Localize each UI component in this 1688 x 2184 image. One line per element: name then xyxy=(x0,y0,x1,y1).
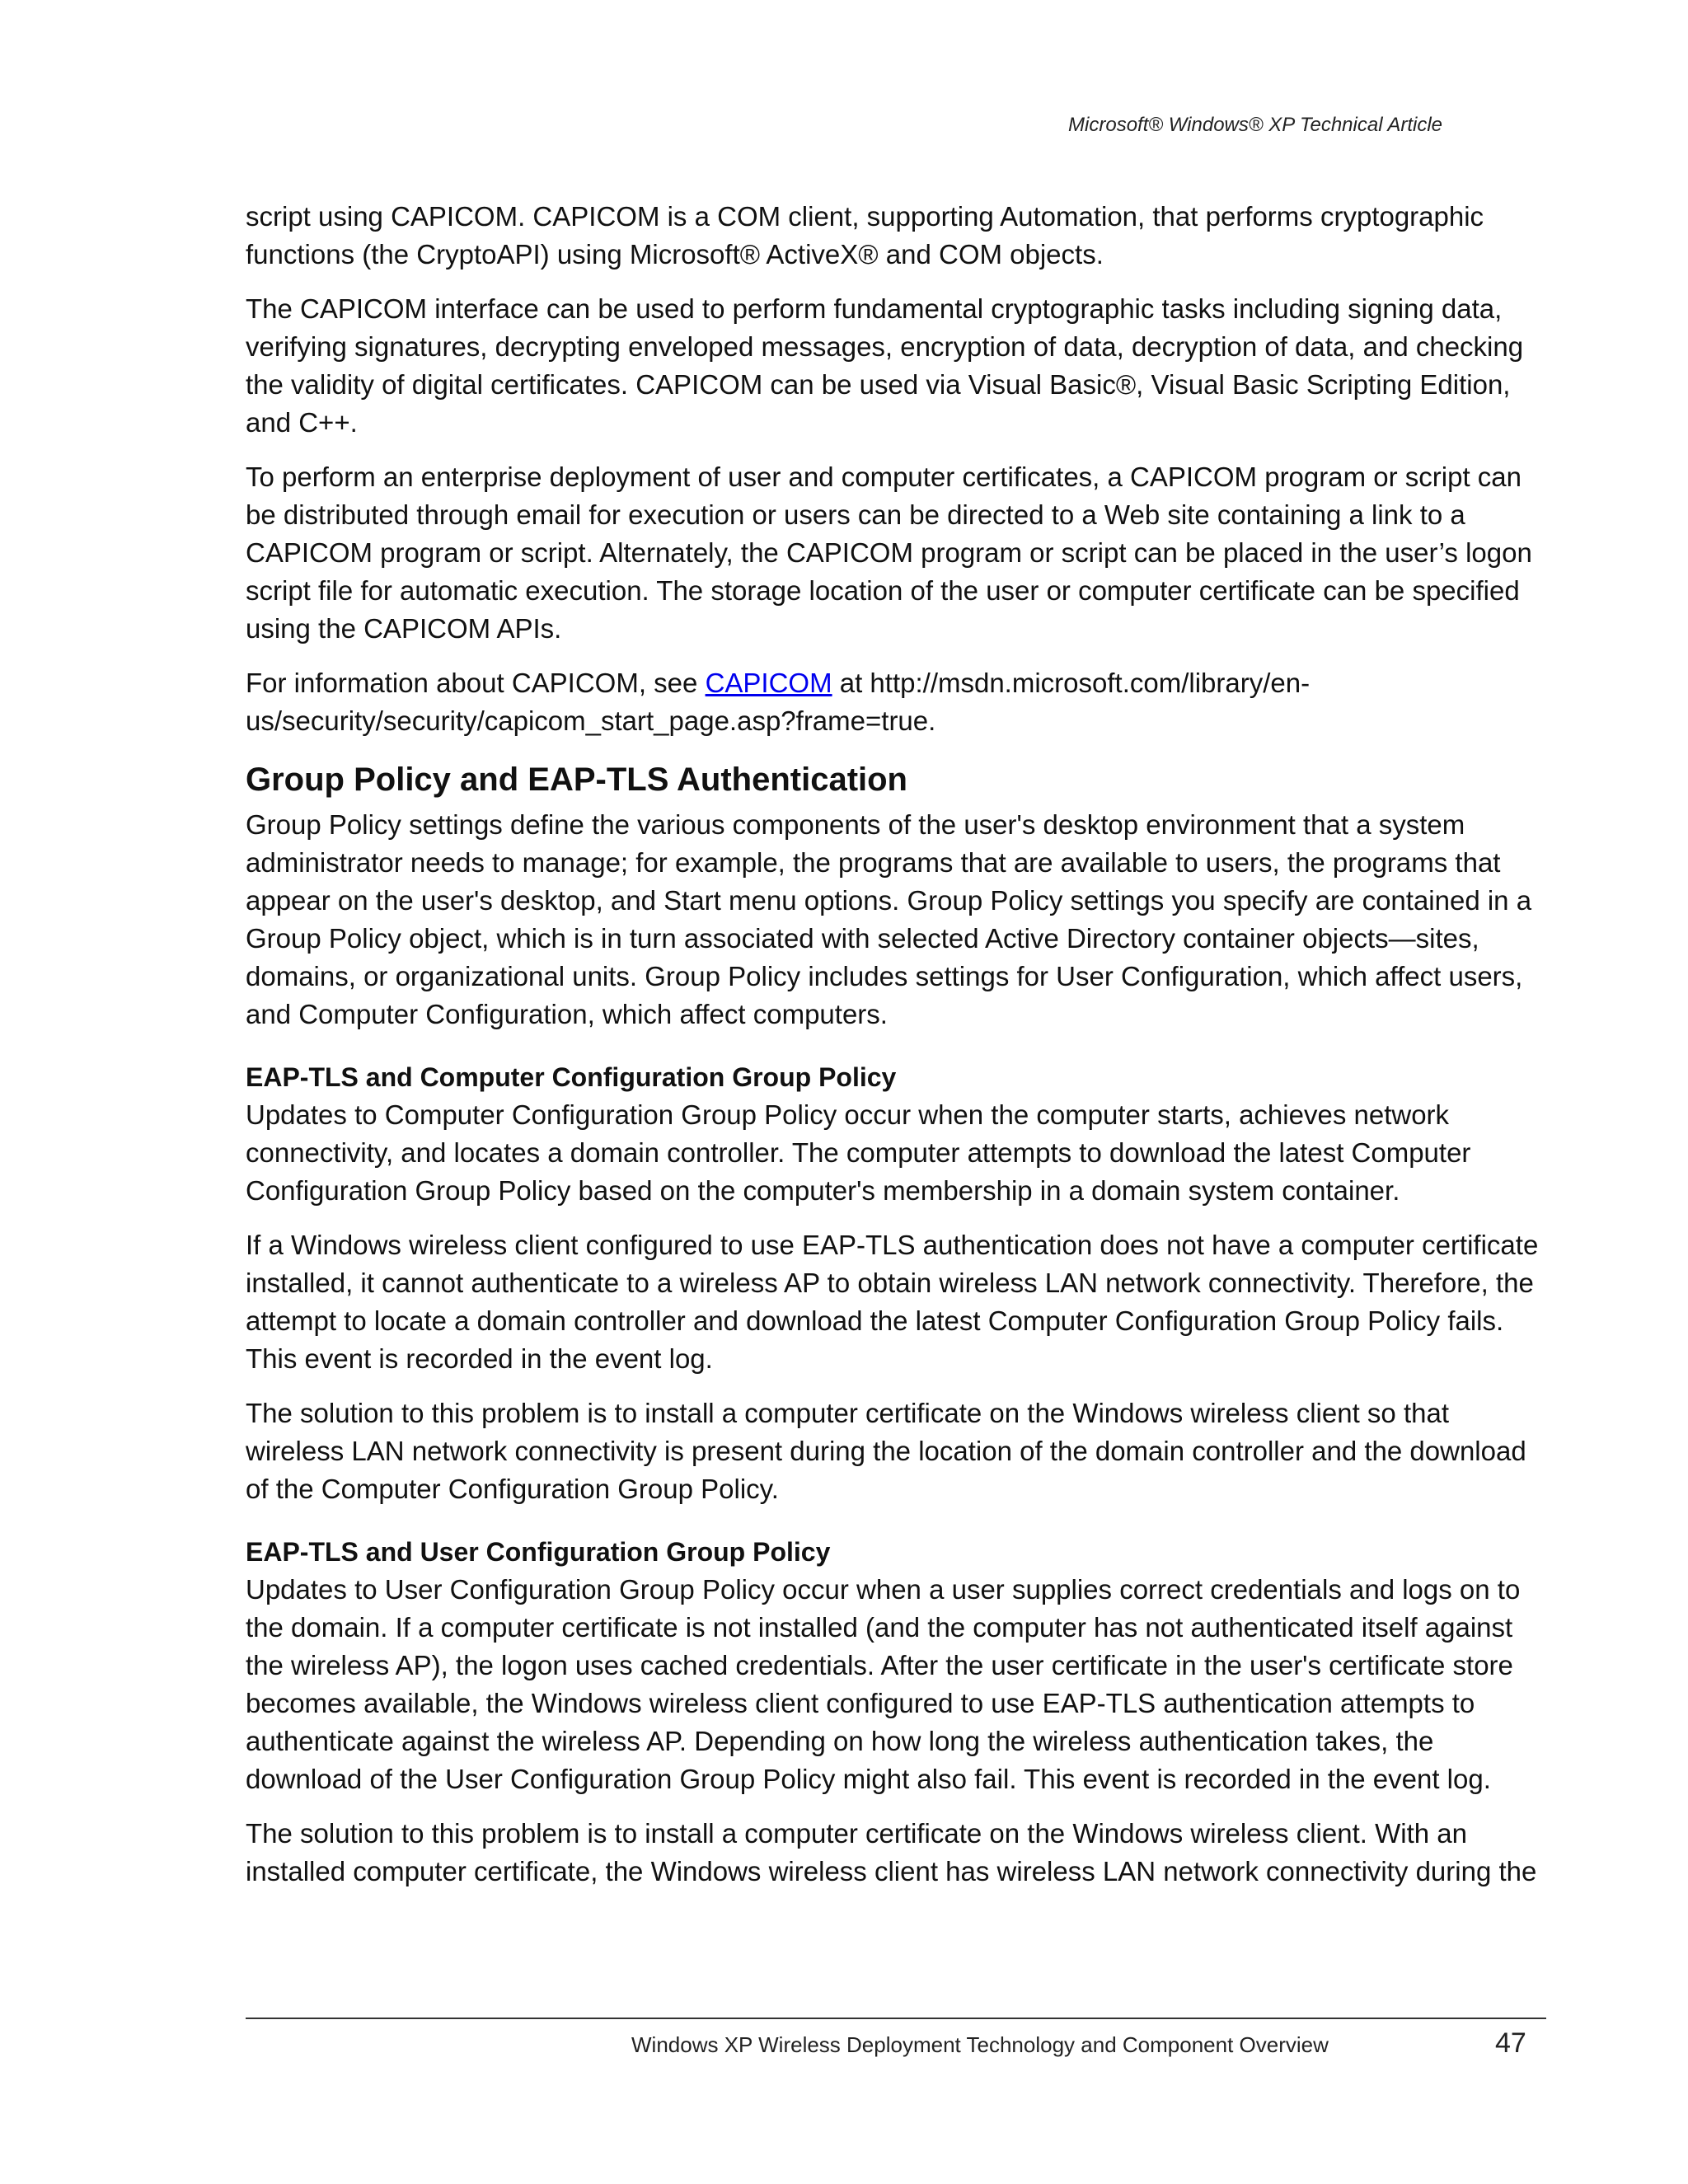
paragraph-computer-config-problem: If a Windows wireless client configured to use EAP-TLS authentication does not have a computer certificate installed, it cannot authenticate to a wireless AP to obtain wireless LAN network connectivity. Therefore, the attempt to locate a domain controller and download the latest Computer Configuration Group Policy fails. This event is recorded in the event log. xyxy=(246,1230,1539,1374)
paragraph-computer-config-solution: The solution to this problem is to install a computer certificate on the Windows wireless client so that wireless LAN network connectivity is present during the location of the domain controller and the download of the Computer Configuration Group Policy. xyxy=(246,1398,1526,1504)
page-number: 47 xyxy=(1495,2027,1526,2059)
paragraph-group-policy-intro: Group Policy settings define the various components of the user's desktop environment that a system administrator needs to manage; for example, the programs that are available to users, the programs that appear on the user's desktop, and Start menu options. Group Policy settings you specify are contained in a Group Policy object, which is in turn associated with selected Active Directory container objects—sites, domains, or organizational units. Group Policy includes settings for User Configuration, which affect users, and Computer Configuration, which affect computers. xyxy=(246,809,1532,1029)
paragraph-capicom-intro: script using CAPICOM. CAPICOM is a COM client, supporting Automation, that performs cryptographic functions (the CryptoAPI) using Microsoft® ActiveX® and COM objects. xyxy=(246,201,1484,269)
footer-divider xyxy=(246,2018,1546,2019)
running-header: Microsoft® Windows® XP Technical Article xyxy=(1068,114,1442,136)
footer-title: Windows XP Wireless Deployment Technology and Component Overview xyxy=(631,2032,1329,2057)
capicom-link[interactable]: CAPICOM xyxy=(705,668,832,698)
subheading-user-configuration: EAP-TLS and User Configuration Group Policy xyxy=(246,1537,831,1567)
paragraph-capicom-info xyxy=(246,664,1546,740)
article-body xyxy=(246,198,1546,1907)
paragraph-capicom-interface: The CAPICOM interface can be used to perform fundamental cryptographic tasks including signing data, verifying signatures, decrypting enveloped messages, encryption of data, decryption of data, and checking the validity of digital certificates. CAPICOM can be used via Visual Basic®, Visual Basic Scripting Edition, and C++. xyxy=(246,293,1524,438)
subheading-computer-configuration: EAP-TLS and Computer Configuration Group Policy xyxy=(246,1062,897,1092)
paragraph-user-config-updates: Updates to User Configuration Group Policy occur when a user supplies correct credentials and logs on to the domain. If a computer certificate is not installed (and the computer has not authenticated itself against the wireless AP), the logon uses cached credentials. After the user certificate in the user's certificate store becomes available, the Windows wireless client configured to use EAP-TLS authentication attempts to authenticate against the wireless AP. Depending on how long the wireless authentication takes, the download of the User Configuration Group Policy might also fail. This event is recorded in the event log. xyxy=(246,1574,1521,1794)
capicom-info-after: at http://msdn.microsoft.com/library/en-us/security/security/capicom_start_page.asp?frame=true. xyxy=(246,668,1311,736)
capicom-info-before: For information about CAPICOM, see xyxy=(246,668,706,698)
paragraph-capicom-deployment: To perform an enterprise deployment of user and computer certificates, a CAPICOM program or script can be distributed through email for execution or users can be directed to a Web site containing a link to a CAPICOM program or script. Alternately, the CAPICOM program or script can be placed in the user’s logon script file for automatic execution. The storage location of the user or computer certificate can be specified using the CAPICOM APIs. xyxy=(246,462,1532,644)
section-heading-group-policy: Group Policy and EAP-TLS Authentication xyxy=(246,762,907,798)
paragraph-user-config-solution: The solution to this problem is to install a computer certificate on the Windows wireless client. With an installed computer certificate, the Windows wireless client has wireless LAN network connectivity during the xyxy=(246,1818,1537,1886)
paragraph-computer-config-updates: Updates to Computer Configuration Group Policy occur when the computer starts, achieves network connectivity, and locates a domain controller. The computer attempts to download the latest Computer Configuration Group Policy based on the computer's membership in a domain system container. xyxy=(246,1099,1471,1206)
